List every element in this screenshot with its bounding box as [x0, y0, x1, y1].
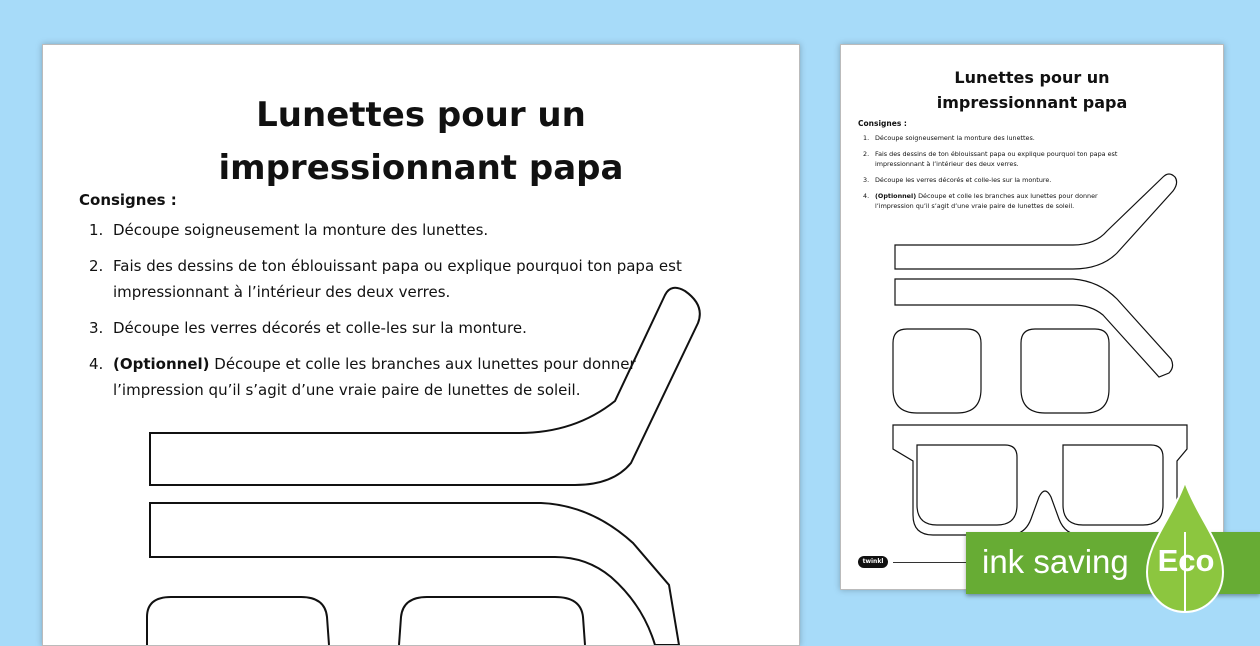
preview-instructions-heading: Consignes :	[858, 119, 907, 128]
preview-instruction-text: Fais des dessins de ton éblouissant papa ou explique pourquoi ton papa est impressionnant à l’intérieur des deux verres.	[875, 150, 1118, 168]
lens-left-outline	[147, 597, 329, 645]
instruction-text: Découpe et colle les branches aux lunettes pour donner l’impression qu’il s’agit d’une vraie paire de lunettes de soleil.	[113, 355, 636, 399]
preview-lens-right-outline	[1021, 329, 1109, 413]
lens-right-outline	[399, 597, 585, 645]
instruction-optional-prefix: (Optionnel)	[113, 355, 210, 373]
preview-frame-outer-outline	[893, 425, 1187, 535]
glasses-arm-bent-outline	[150, 288, 700, 485]
instruction-text: Découpe les verres décorés et colle-les sur la monture.	[113, 319, 527, 337]
eco-label: Eco	[1157, 543, 1215, 578]
instruction-number: 1.	[89, 221, 104, 239]
preview-instruction-optional-prefix: (Optionnel)	[875, 192, 917, 200]
preview-instruction-text: Découpe soigneusement la monture des lunettes.	[875, 134, 1035, 142]
glasses-arm-straight-outline	[150, 503, 679, 645]
title-line-1: Lunettes pour un	[256, 95, 586, 135]
preview-arm-bent-outline	[895, 174, 1177, 269]
instruction-number: 3.	[89, 319, 104, 337]
instruction-text: Découpe soigneusement la monture des lunettes.	[113, 221, 489, 239]
worksheet-zoomed	[42, 44, 800, 646]
preview-instruction-number: 4.	[863, 192, 870, 200]
preview-arm-straight-outline	[895, 279, 1173, 377]
preview-instruction-number: 2.	[863, 150, 870, 158]
instruction-number: 4.	[89, 355, 104, 373]
glasses-cutout-art	[43, 45, 799, 645]
twinkl-logo: twinkl	[858, 556, 888, 568]
preview-instruction-number: 1.	[863, 134, 870, 142]
preview-title-line-1: Lunettes pour un	[954, 68, 1110, 87]
instructions-heading: Consignes :	[79, 191, 177, 209]
instruction-text: Fais des dessins de ton éblouissant papa ou explique pourquoi ton papa est impressionnant à l’intérieur des deux verres.	[113, 257, 682, 301]
preview-instruction-text: Découpe et colle les branches aux lunettes pour donner l’impression qu’il s’agit d’une vraie paire de lunettes de soleil.	[875, 192, 1098, 210]
preview-instruction-number: 3.	[863, 176, 870, 184]
instruction-number: 2.	[89, 257, 104, 275]
preview-title-line-2: impressionnant papa	[936, 93, 1128, 112]
title-line-2: impressionnant papa	[218, 148, 624, 188]
preview-frame-inner-left-outline	[917, 445, 1017, 525]
preview-lens-left-outline	[893, 329, 981, 413]
ink-saving-text: ink saving	[982, 543, 1129, 580]
preview-instruction-text: Découpe les verres décorés et colle-les sur la monture.	[875, 176, 1052, 184]
